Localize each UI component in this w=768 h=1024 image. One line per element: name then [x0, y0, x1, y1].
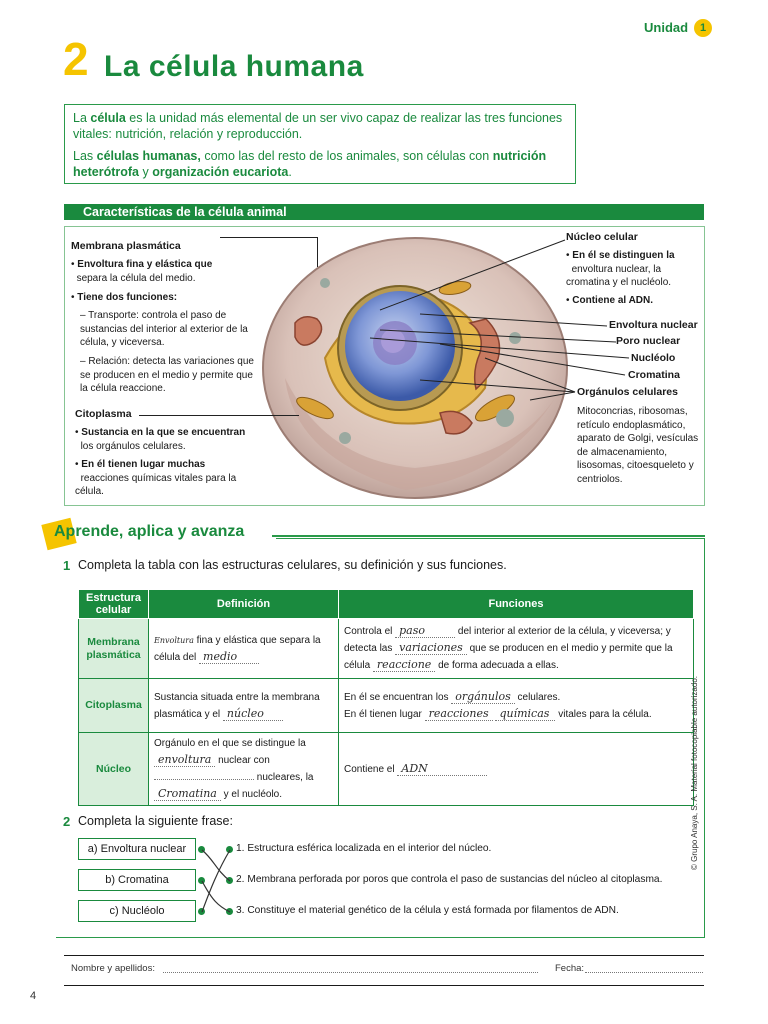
leader-line-citoplasma — [139, 415, 299, 416]
row-membrana-name: Membrana plasmática — [79, 619, 149, 679]
row-membrana-functions[interactable]: Controla el paso del interior al exterior de la célula, y viceversa; y detecta las variaciones que se producen en el medio y permite que la célula reaccione de forma adecuada a ellas. — [339, 619, 694, 679]
label-membrana-bullet-1: • Envoltura fina y elástica que separa la célula del medio. — [71, 259, 213, 284]
date-field[interactable] — [585, 972, 703, 973]
table-header-estructura: Estructura celular — [79, 590, 149, 619]
label-nucleo-bullet-1: • En él se distinguen la envoltura nuclear, la cromatina y el nucléolo. — [566, 250, 675, 288]
option-3: 3. Constituye el material genético de la célula y está formada por filamentos de ADN. — [236, 905, 619, 916]
table-header-definicion: Definición — [149, 590, 339, 619]
label-poro-nuclear: Poro nuclear — [616, 335, 681, 347]
page-title: La célula humana — [104, 50, 364, 83]
cell-structures-table — [78, 589, 694, 806]
copyright-notice: © Grupo Anaya, S. A. Material fotocopiable autorizado. — [690, 675, 699, 870]
question-2-text: Completa la siguiente frase: — [78, 814, 233, 828]
label-cromatina: Cromatina — [628, 369, 680, 381]
question-1-text: Completa la tabla con las estructuras celulares, su definición y sus funciones. — [78, 558, 507, 572]
row-nucleo-functions[interactable]: Contiene el ADN — [339, 733, 694, 806]
intro-paragraph-2: Las células humanas, como las del resto de los animales, son células con nutrición heterótrofa y organización eucariota. — [73, 149, 547, 179]
table-row — [79, 679, 694, 733]
intro-box — [64, 104, 576, 184]
row-nucleo-name: Núcleo — [79, 733, 149, 806]
table-row — [79, 733, 694, 806]
option-2: 2. Membrana perforada por poros que controla el paso de sustancias del núcleo al citoplasma. — [236, 874, 663, 885]
label-membrana-bullet-2: • Tiene dos funciones: — [71, 292, 178, 303]
table-row — [79, 619, 694, 679]
label-citoplasma-bullet-1: • Sustancia en la que se encuentran los orgánulos celulares. — [75, 427, 246, 452]
activity-title-rule — [272, 535, 705, 537]
leader-line-membrana — [220, 237, 317, 238]
row-citoplasma-functions[interactable]: En él se encuentran los orgánulos celulares. En él tienen lugar reacciones químicas vitales para la célula. — [339, 679, 694, 733]
label-citoplasma-bullet-2: • En él tienen lugar muchas reacciones químicas vitales para la célula. — [75, 459, 237, 497]
label-nucleo-bullet-2: • Contiene al ADN. — [566, 295, 654, 306]
page-number: 4 — [30, 990, 37, 1002]
question-1-number: 1 — [63, 558, 71, 573]
row-citoplasma-name: Citoplasma — [79, 679, 149, 733]
label-envoltura-nuclear: Envoltura nuclear — [609, 319, 698, 331]
intro-paragraph-1: La célula es la unidad más elemental de un ser vivo capaz de realizar las tres funciones vitales: nutrición, relación y reproducción. — [73, 111, 563, 141]
label-nucleo-title: Núcleo celular — [566, 231, 638, 243]
unit-label: Unidad — [644, 20, 689, 35]
term-box-nucleolo[interactable]: c) Nucléolo — [78, 900, 196, 922]
leader-line-membrana-drop — [317, 237, 318, 267]
footer-rule-bottom — [64, 985, 704, 986]
label-membrana-relacion: – Relación: detecta las variaciones que se producen en el medio y permite que la célula reaccione. — [80, 356, 254, 394]
name-label: Nombre y apellidos: — [71, 963, 155, 974]
unit-number-badge: 1 — [694, 19, 712, 37]
date-label: Fecha: — [555, 963, 585, 974]
label-citoplasma-title: Citoplasma — [75, 408, 132, 420]
label-organulos-desc: Mitoconcrias, ribosomas, retículo endoplasmático, aparato de Golgi, vesículas de almacenamiento, lisosomas, citoesqueleto y centriolos. — [577, 406, 699, 485]
section-number: 2 — [63, 33, 89, 85]
label-nucleolo: Nucléolo — [631, 352, 676, 364]
term-box-cromatina[interactable]: b) Cromatina — [78, 869, 196, 891]
row-citoplasma-definition[interactable]: Sustancia situada entre la membrana plasmática y el núcleo — [149, 679, 339, 733]
label-membrana-transporte: – Transporte: controla el paso de sustancias del interior al exterior de la célula, y viceversa. — [80, 310, 248, 348]
option-1: 1. Estructura esférica localizada en el interior del núcleo. — [236, 843, 492, 854]
question-2-number: 2 — [63, 814, 71, 829]
matching-lines — [196, 840, 240, 920]
term-box-envoltura[interactable]: a) Envoltura nuclear — [78, 838, 196, 860]
row-nucleo-definition[interactable]: Orgánulo en el que se distingue la envoltura nuclear con nucleares, la Cromatina y el nucléolo. — [149, 733, 339, 806]
name-field[interactable] — [163, 972, 538, 973]
footer-rule-top — [64, 955, 704, 956]
label-membrana-title: Membrana plasmática — [71, 240, 181, 252]
label-organulos: Orgánulos celulares — [577, 386, 678, 398]
section-header-bar: Características de la célula animal — [64, 204, 704, 220]
activity-title: Aprende, aplica y avanza — [54, 523, 245, 540]
row-membrana-definition[interactable]: Envoltura fina y elástica que separa la célula del medio — [149, 619, 339, 679]
table-header-row — [79, 590, 694, 619]
table-header-funciones: Funciones — [339, 590, 694, 619]
